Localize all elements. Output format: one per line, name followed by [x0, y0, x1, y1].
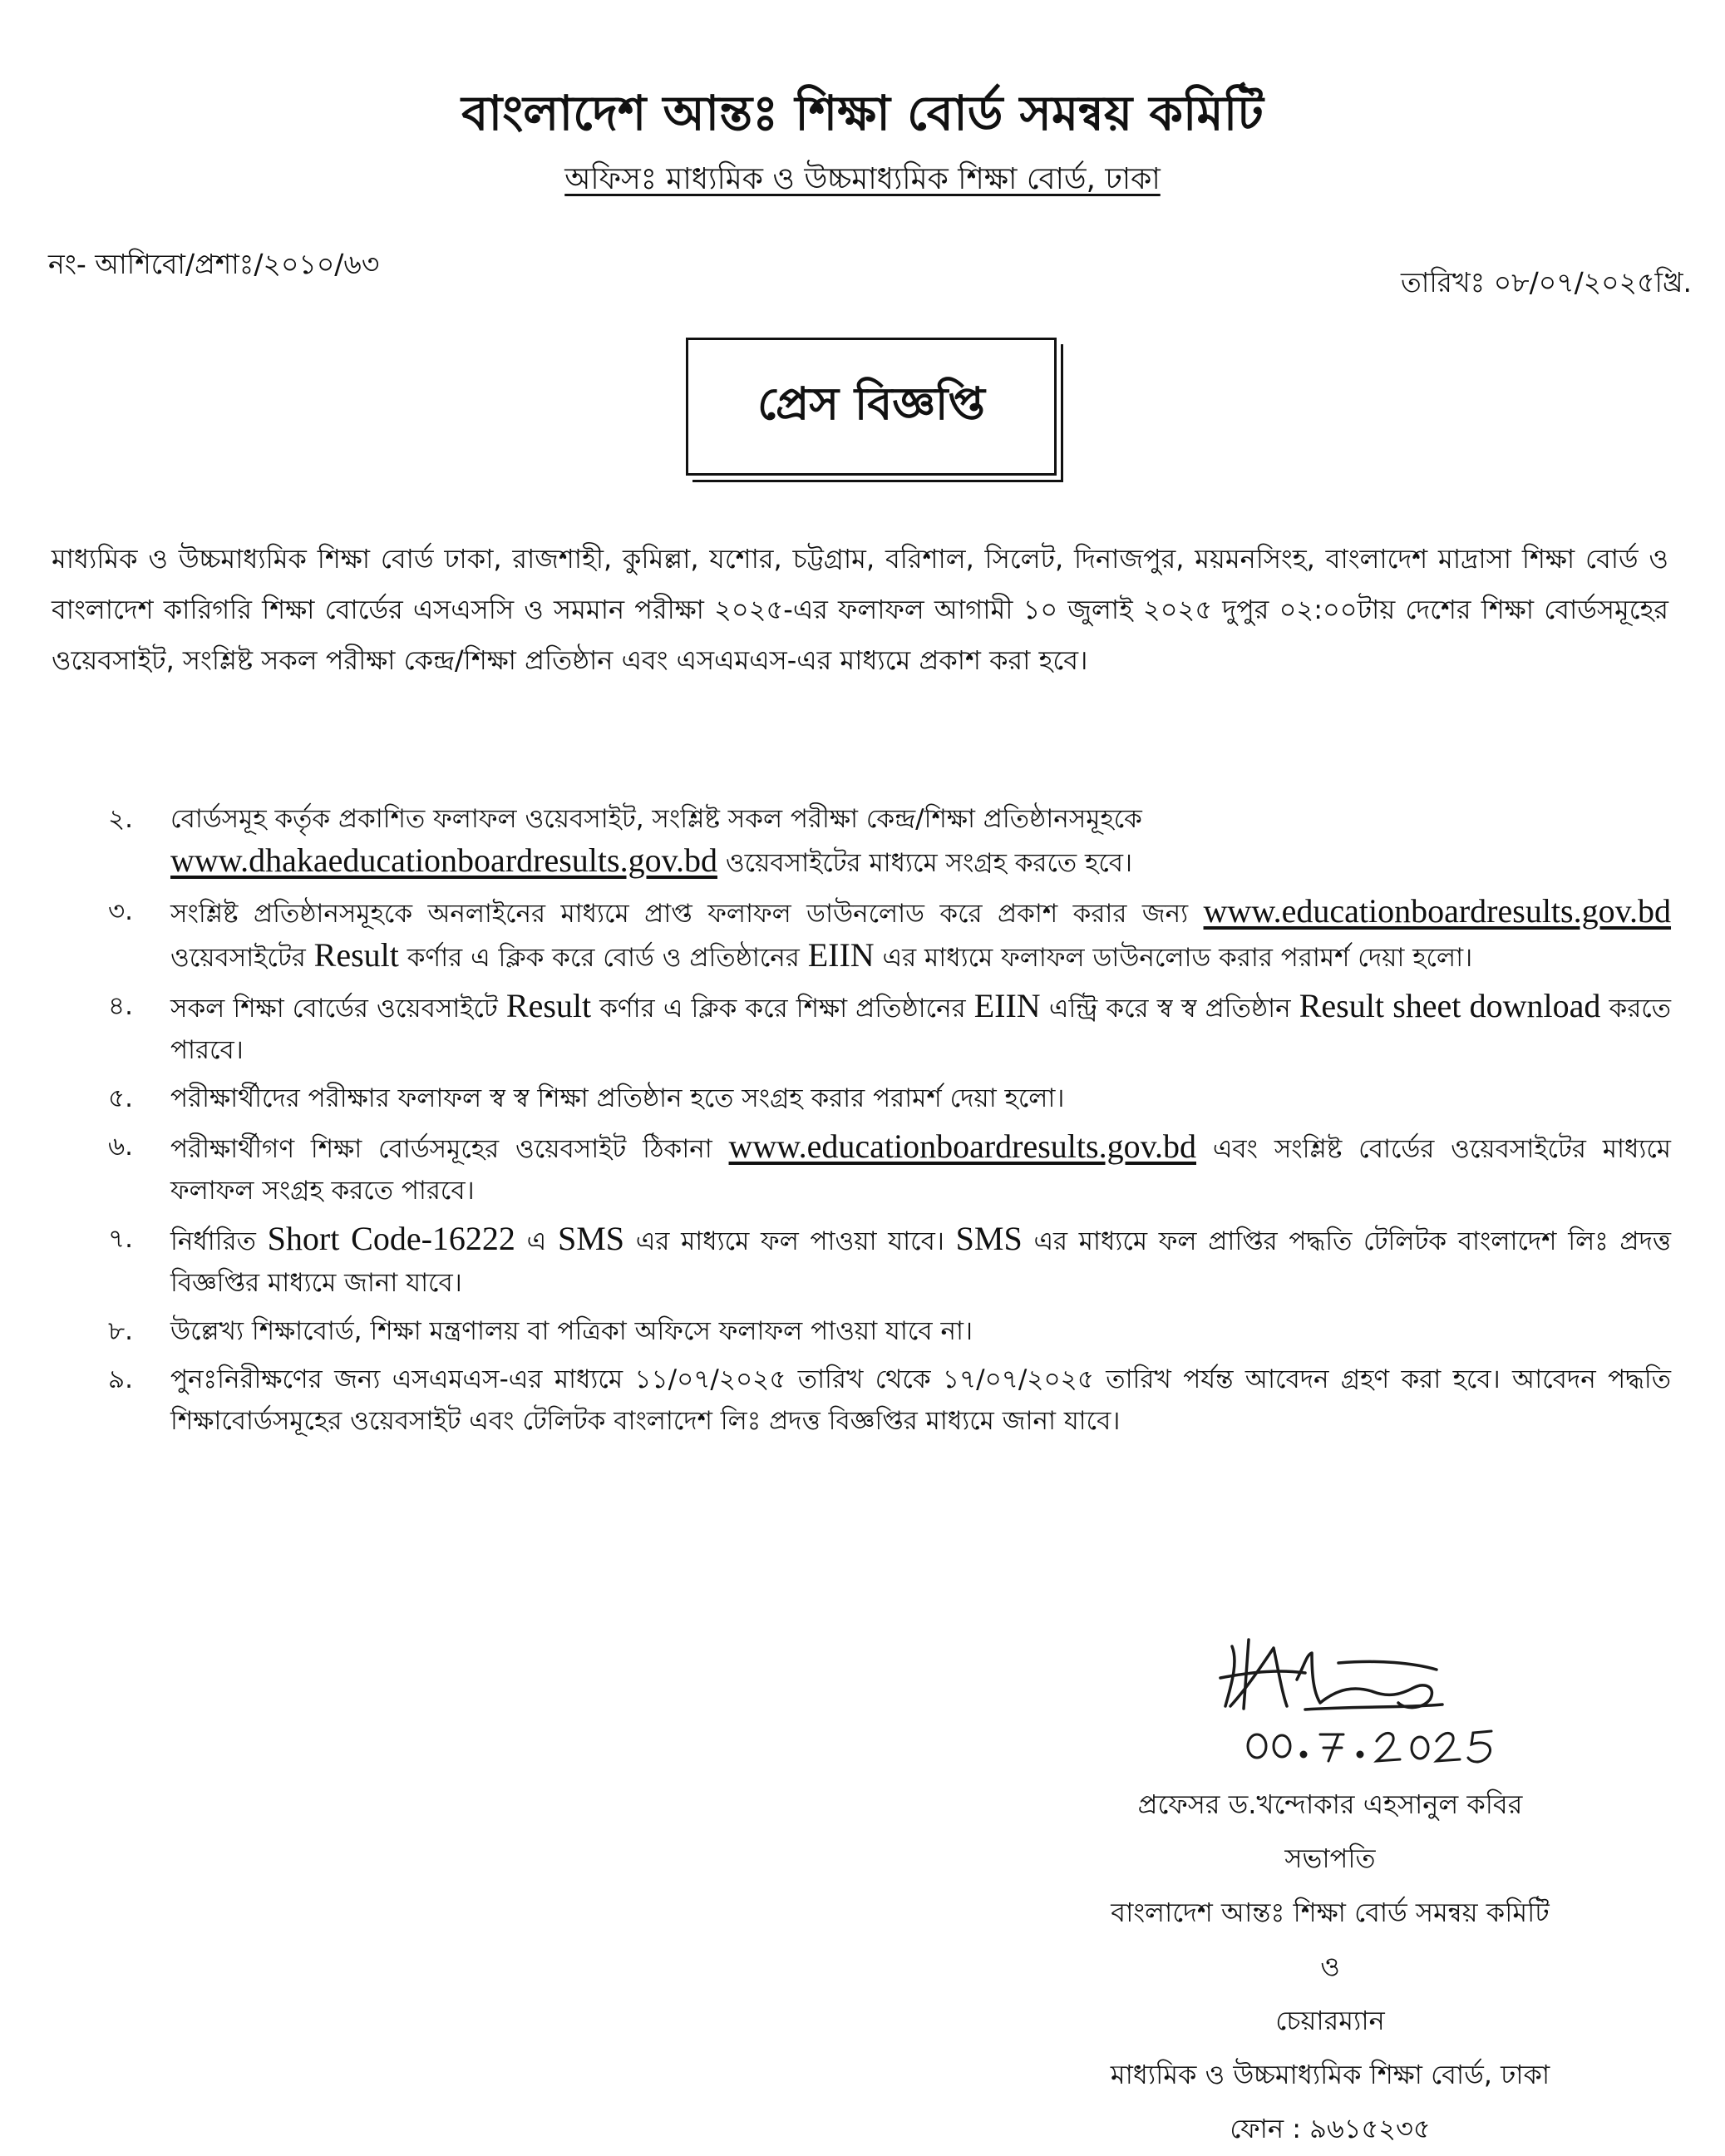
item-text: কর্ণার এ ক্লিক করে শিক্ষা প্রতিষ্ঠানের	[599, 994, 966, 1024]
item-latin-text: SMS	[557, 1220, 625, 1257]
signatory-title-chairman: চেয়ারম্যান	[1275, 2005, 1385, 2036]
item-number: ৫.	[108, 1083, 133, 1113]
item-number: ৭.	[108, 1224, 134, 1254]
item-text: সংশ্লিষ্ট প্রতিষ্ঠানসমূহকে অনলাইনের মাধ্যমে প্রাপ্ত ফলাফল ডাউনলোড করে প্রকাশ করার জন্য	[170, 899, 1189, 929]
notice-items-list	[108, 798, 1671, 1448]
signatory-phone: ফোন : ৯৬১৫২৩৫	[1230, 2113, 1431, 2144]
signatory-organization-committee: বাংলাদেশ আন্তঃ শিক্ষা বোর্ড সমন্বয় কমিটি	[1111, 1897, 1550, 1928]
item-number: ৮.	[108, 1316, 133, 1346]
notice-item	[108, 798, 1671, 884]
item-text: করতে পারবে।	[170, 994, 1671, 1065]
signatory-conjunction: ও	[1320, 1951, 1340, 1982]
item-number: ৬.	[108, 1132, 134, 1162]
item-latin-text: EIIN	[973, 987, 1041, 1024]
item-latin-text: Result	[313, 936, 399, 974]
item-number: ৪.	[108, 991, 133, 1021]
notice-item	[108, 1078, 1671, 1119]
education-results-link[interactable]: www.educationboardresults.gov.bd	[1203, 892, 1672, 930]
item-latin-text: Result sheet download	[1299, 987, 1601, 1024]
item-text: কর্ণার এ ক্লিক করে বোর্ড ও প্রতিষ্ঠানের	[407, 943, 800, 973]
item-text: এর মাধ্যমে ফল প্রাপ্তির পদ্ধতি টেলিটক বাংলাদেশ লিঃ প্রদত্ত বিজ্ঞপ্তির মাধ্যমে জানা যাবে।	[170, 1226, 1672, 1298]
intro-paragraph: মাধ্যমিক ও উচ্চমাধ্যমিক শিক্ষা বোর্ড ঢাকা, রাজশাহী, কুমিল্লা, যশোর, চট্টগ্রাম, বরিশাল, সিলেট, দিনাজপুর, ময়মনসিংহ, বাংলাদেশ মাদ্রাসা শিক্ষা বোর্ড ও বাংলাদেশ কারিগরি শিক্ষা বোর্ডের এসএসসি ও সমমান পরীক্ষা ২০২৫-এর ফলাফল আগামী ১০ জুলাই ২০২৫ দুপুর ০২:০০টায় দেশের শিক্ষা বোর্ডসমূহের ওয়েবসাইট, সংশ্লিষ্ট সকল পরীক্ষা কেন্দ্র/শিক্ষা প্রতিষ্ঠান এবং এসএমএস-এর মাধ্যমে প্রকাশ করা হবে।	[52, 543, 1668, 676]
item-text: ওয়েবসাইটের মাধ্যমে সংগ্রহ করতে হবে।	[725, 848, 1133, 878]
item-text: এ	[526, 1226, 547, 1256]
item-text: এর মাধ্যমে ফলাফল ডাউনলোড করার পরামর্শ দেয়া হলো।	[882, 943, 1473, 973]
item-text: পুনঃনিরীক্ষণের জন্য এসএমএস-এর মাধ্যমে ১১/০৭/২০২৫ তারিখ থেকে ১৭/০৭/২০২৫ তারিখ পর্যন্ত আবেদন গ্রহণ করা হবে। আবেদন পদ্ধতি শিক্ষাবোর্ডসমূহের ওয়েবসাইট এবং টেলিটক বাংলাদেশ লিঃ প্রদত্ত বিজ্ঞপ্তির মাধ্যমে জানা যাবে।	[170, 1364, 1671, 1436]
item-text: এর মাধ্যমে ফল পাওয়া যাবে।	[635, 1226, 944, 1256]
item-number: ৩.	[108, 896, 134, 926]
item-text: ওয়েবসাইটের	[170, 943, 306, 973]
item-number: ২.	[108, 804, 134, 834]
item-text: উল্লেখ্য শিক্ষাবোর্ড, শিক্ষা মন্ত্রণালয় বা পত্রিকা অফিসে ফলাফল পাওয়া যাবে না।	[170, 1316, 973, 1346]
item-text: এন্ট্রি করে স্ব স্ব প্রতিষ্ঠান	[1048, 994, 1291, 1024]
signatory-title-president: সভাপতি	[1284, 1843, 1376, 1874]
notice-item	[108, 1126, 1671, 1211]
education-results-link[interactable]: www.educationboardresults.gov.bd	[728, 1127, 1196, 1165]
item-number: ৯.	[108, 1364, 133, 1394]
notice-item	[108, 891, 1671, 979]
office-address-text: অফিসঃ মাধ্যমিক ও উচ্চমাধ্যমিক শিক্ষা বোর্ড, ঢাকা	[564, 162, 1161, 196]
signatory-block	[1031, 1778, 1629, 2156]
item-latin-text: Short Code-16222	[267, 1220, 515, 1257]
dhaka-results-link[interactable]: www.dhakaeducationboardresults.gov.bd	[170, 841, 717, 879]
item-text: বোর্ডসমূহ কর্তৃক প্রকাশিত ফলাফল ওয়েবসাইট, সংশ্লিষ্ট সকল পরীক্ষা কেন্দ্র/শিক্ষা প্রতিষ্ঠানসমূহকে	[170, 804, 1142, 834]
item-text: নির্ধারিত	[170, 1226, 256, 1256]
handwritten-signature	[1214, 1630, 1563, 1771]
notice-item	[108, 1359, 1671, 1442]
office-address	[0, 156, 1725, 206]
press-release-heading: প্রেস বিজ্ঞপ্তি	[757, 377, 985, 430]
notice-item	[108, 1310, 1671, 1352]
signatory-organization-board: মাধ্যমিক ও উচ্চমাধ্যমিক শিক্ষা বোর্ড, ঢাকা	[1110, 2059, 1550, 2090]
item-text: পরীক্ষার্থীগণ শিক্ষা বোর্ডসমূহের ওয়েবসাইট ঠিকানা	[170, 1134, 712, 1164]
press-release-heading-box	[686, 338, 1057, 476]
item-latin-text: EIIN	[807, 936, 875, 974]
item-text: সকল শিক্ষা বোর্ডের ওয়েবসাইটে	[170, 994, 498, 1024]
notice-item	[108, 985, 1671, 1071]
item-text: পরীক্ষার্থীদের পরীক্ষার ফলাফল স্ব স্ব শিক্ষা প্রতিষ্ঠান হতে সংগ্রহ করার পরামর্শ দেয়া হলো।	[170, 1083, 1065, 1113]
item-text: এবং সংশ্লিষ্ট বোর্ডের ওয়েবসাইটের মাধ্যমে ফলাফল সংগ্রহ করতে পারবে।	[170, 1134, 1671, 1206]
item-latin-text: Result	[505, 987, 592, 1024]
item-latin-text: SMS	[955, 1220, 1023, 1257]
issue-date: তারিখঃ ০৮/০৭/২০২৫খ্রি.	[1401, 266, 1692, 298]
notice-item	[108, 1218, 1671, 1304]
reference-number: নং- আশিবো/প্রশাঃ/২০১০/৬৩	[48, 248, 380, 280]
signatory-name: প্রফেসর ড.খন্দোকার এহসানুল কবির	[1137, 1788, 1523, 1820]
committee-title: বাংলাদেশ আন্তঃ শিক্ষা বোর্ড সমন্বয় কমিটি	[461, 85, 1264, 141]
